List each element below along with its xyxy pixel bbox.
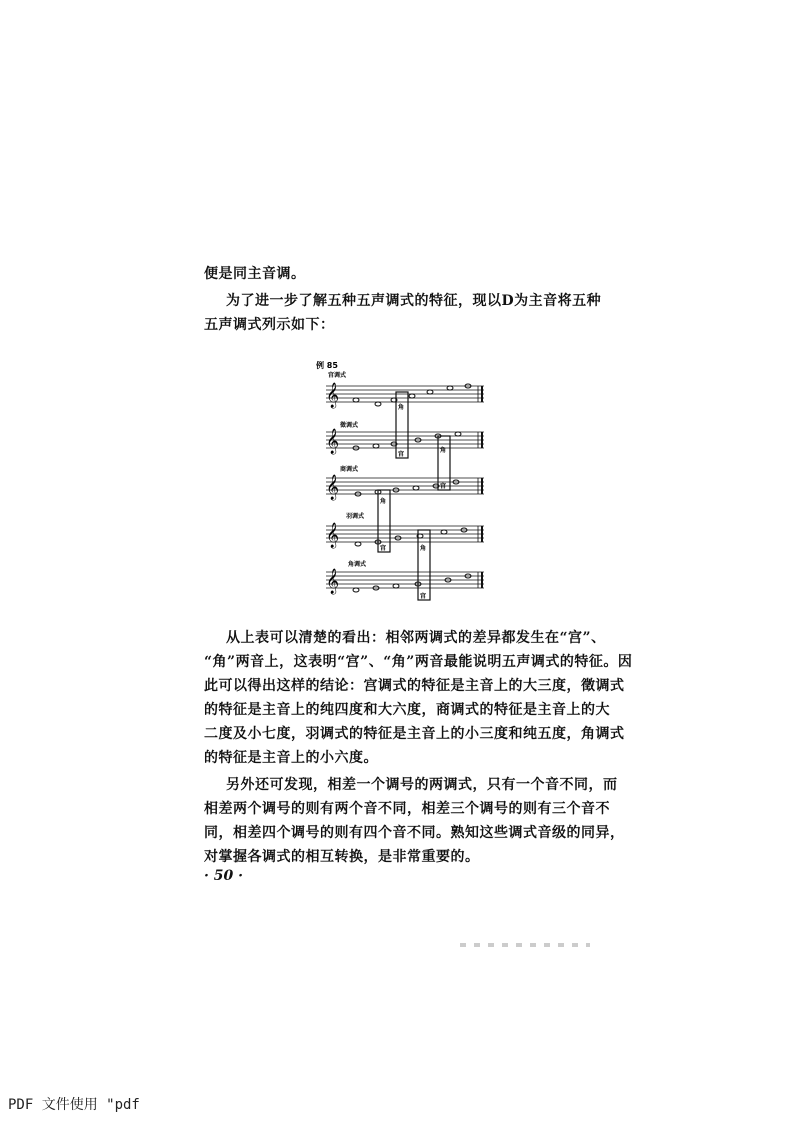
box-label: 角 (440, 447, 447, 454)
staff (326, 522, 484, 548)
paragraph-line: 的特征是主音上的小六度。 (204, 750, 378, 766)
box-label: 宫 (420, 593, 427, 600)
comparison-box (418, 530, 430, 600)
box-label: 宫 (398, 451, 405, 458)
paragraph-line: 的特征是主音上的纯四度和大六度，商调式的特征是主音上的大 (204, 702, 610, 718)
paragraph-line: 从上表可以清楚的看出：相邻两调式的差异都发生在“宫”、 (226, 630, 606, 646)
staff (326, 568, 484, 594)
footer-watermark: PDF 文件使用 "pdf (8, 1097, 140, 1113)
paragraph-line: 另外还可发现，相差一个调号的两调式，只有一个音不同，而 (226, 777, 618, 793)
music-example-figure (316, 360, 492, 606)
treble-clef-icon: 𝄞 (326, 429, 340, 454)
example-label: 例 85 (316, 361, 338, 370)
paragraph-line: 相差两个调号的则有两个音不同，相差三个调号的则有三个音不 (204, 801, 610, 817)
mode-title: 角调式 (348, 561, 367, 568)
treble-clef-icon: 𝄞 (326, 475, 340, 500)
paragraph-line: 对掌握各调式的相互转换，是非常重要的。 (204, 849, 480, 865)
staff (326, 382, 484, 408)
treble-clef-icon: 𝄞 (326, 383, 340, 408)
paragraph-line: 为了进一步了解五种五声调式的特征，现以D为主音将五种 (226, 293, 602, 309)
paragraph-line: “角”两音上，这表明“宫”、“角”两音最能说明五声调式的特征。因 (204, 654, 633, 670)
mode-title: 徵调式 (340, 422, 359, 429)
box-label: 宫 (380, 545, 387, 552)
box-label: 角 (420, 545, 427, 552)
staff (326, 428, 484, 454)
box-label: 宫 (440, 483, 447, 490)
paragraph-line: 此可以得出这样的结论：宫调式的特征是主音上的大三度，徵调式 (204, 678, 625, 694)
scan-smudge (460, 943, 590, 947)
mode-title: 商调式 (340, 466, 359, 473)
box-label: 角 (398, 404, 405, 411)
page-number: · 50 · (204, 868, 243, 884)
paragraph-line: 二度及小七度，羽调式的特征是主音上的小三度和纯五度，角调式 (204, 726, 625, 742)
staff (326, 474, 484, 500)
treble-clef-icon: 𝄞 (326, 523, 340, 548)
paragraph-line: 同，相差四个调号的则有四个音不同。熟知这些调式音级的同异， (204, 825, 625, 841)
treble-clef-icon: 𝄞 (326, 569, 340, 594)
paragraph-line: 五声调式列示如下： (204, 317, 335, 333)
mode-title: 羽调式 (346, 513, 365, 520)
mode-title: 宫调式 (328, 372, 347, 379)
box-label: 角 (380, 498, 387, 505)
text-line: 便是同主音调。 (204, 266, 306, 282)
